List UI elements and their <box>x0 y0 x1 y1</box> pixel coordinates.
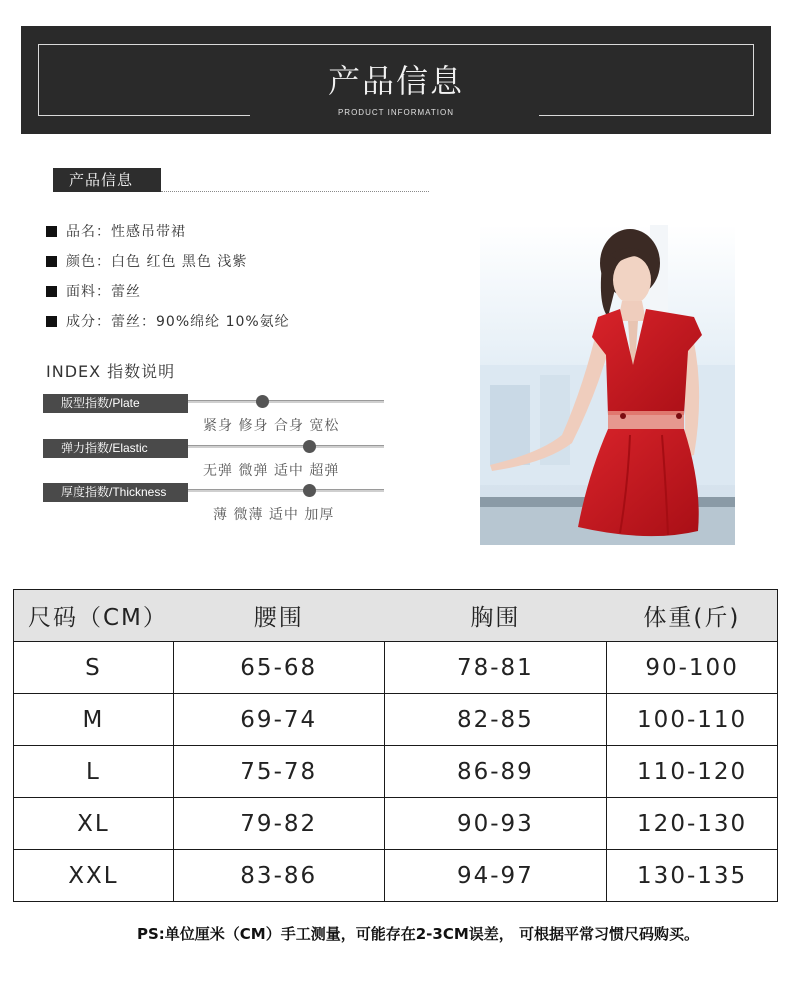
section-dotted-rule <box>161 191 429 192</box>
cell-bust: 82-85 <box>384 694 607 746</box>
info-label: 面料： <box>66 284 111 300</box>
cell-size: M <box>14 694 174 746</box>
cell-waist: 69-74 <box>173 694 384 746</box>
index-marker <box>256 395 269 408</box>
index-marker <box>303 440 316 453</box>
index-marker <box>303 484 316 497</box>
index-scale: 紧身 修身 合身 宽松 <box>203 418 340 434</box>
header-bust: 胸围 <box>384 590 607 642</box>
table-row <box>14 694 778 746</box>
square-bullet-icon <box>46 226 57 237</box>
cell-waist: 83-86 <box>173 850 384 902</box>
info-label: 品名： <box>66 224 111 240</box>
info-value: 性感吊带裙 <box>111 224 186 240</box>
cell-size: L <box>14 746 174 798</box>
index-row-thickness <box>43 483 388 523</box>
info-value: 蕾丝：90%绵纶 10%氨纶 <box>111 314 290 330</box>
table-row <box>14 642 778 694</box>
measurement-note: PS:单位厘米（CM）手工测量，可能存在2-3CM误差， 可根据平常习惯尺码购买。 <box>137 925 699 943</box>
info-value: 蕾丝 <box>111 284 141 300</box>
cell-waist: 65-68 <box>173 642 384 694</box>
cell-weight: 90-100 <box>607 642 778 694</box>
section-tag: 产品信息 <box>53 168 161 192</box>
cell-bust: 78-81 <box>384 642 607 694</box>
index-track <box>188 489 384 492</box>
square-bullet-icon <box>46 256 57 267</box>
info-label: 颜色： <box>66 254 111 270</box>
banner-title: 产品信息 <box>327 62 464 100</box>
model-photo <box>480 225 735 545</box>
index-track <box>188 445 384 448</box>
index-scale: 薄 微薄 适中 加厚 <box>213 507 335 523</box>
index-row-elastic <box>43 439 388 479</box>
info-label: 成分： <box>66 314 111 330</box>
table-header-row <box>14 590 778 642</box>
index-row-plate <box>43 394 388 434</box>
banner-subtitle: PRODUCT INFORMATION <box>337 108 455 117</box>
cell-waist: 79-82 <box>173 798 384 850</box>
header-waist: 腰围 <box>173 590 384 642</box>
index-track <box>188 400 384 403</box>
model-dress-illustration <box>480 225 735 545</box>
info-row-color <box>46 246 290 276</box>
info-row-fabric <box>46 276 290 306</box>
product-info-list <box>46 216 290 336</box>
cell-weight: 120-130 <box>607 798 778 850</box>
size-chart-table <box>13 589 778 902</box>
cell-bust: 86-89 <box>384 746 607 798</box>
cell-bust: 94-97 <box>384 850 607 902</box>
square-bullet-icon <box>46 286 57 297</box>
cell-size: S <box>14 642 174 694</box>
cell-weight: 130-135 <box>607 850 778 902</box>
info-value: 白色 红色 黑色 浅紫 <box>111 254 248 270</box>
cell-weight: 100-110 <box>607 694 778 746</box>
index-scale: 无弹 微弹 适中 超弹 <box>203 463 340 479</box>
info-row-name <box>46 216 290 246</box>
cell-weight: 110-120 <box>607 746 778 798</box>
header-weight: 体重(斤) <box>607 590 778 642</box>
cell-waist: 75-78 <box>173 746 384 798</box>
cell-size: XXL <box>14 850 174 902</box>
header-size: 尺码（CM） <box>14 590 174 642</box>
table-row <box>14 850 778 902</box>
index-title: INDEX 指数说明 <box>46 362 176 381</box>
cell-size: XL <box>14 798 174 850</box>
header-banner <box>21 26 771 134</box>
table-row <box>14 746 778 798</box>
cell-bust: 90-93 <box>384 798 607 850</box>
index-label: 厚度指数/Thickness <box>43 483 188 502</box>
square-bullet-icon <box>46 316 57 327</box>
index-label: 弹力指数/Elastic <box>43 439 188 458</box>
table-row <box>14 798 778 850</box>
index-label: 版型指数/Plate <box>43 394 188 413</box>
info-row-composition <box>46 306 290 336</box>
